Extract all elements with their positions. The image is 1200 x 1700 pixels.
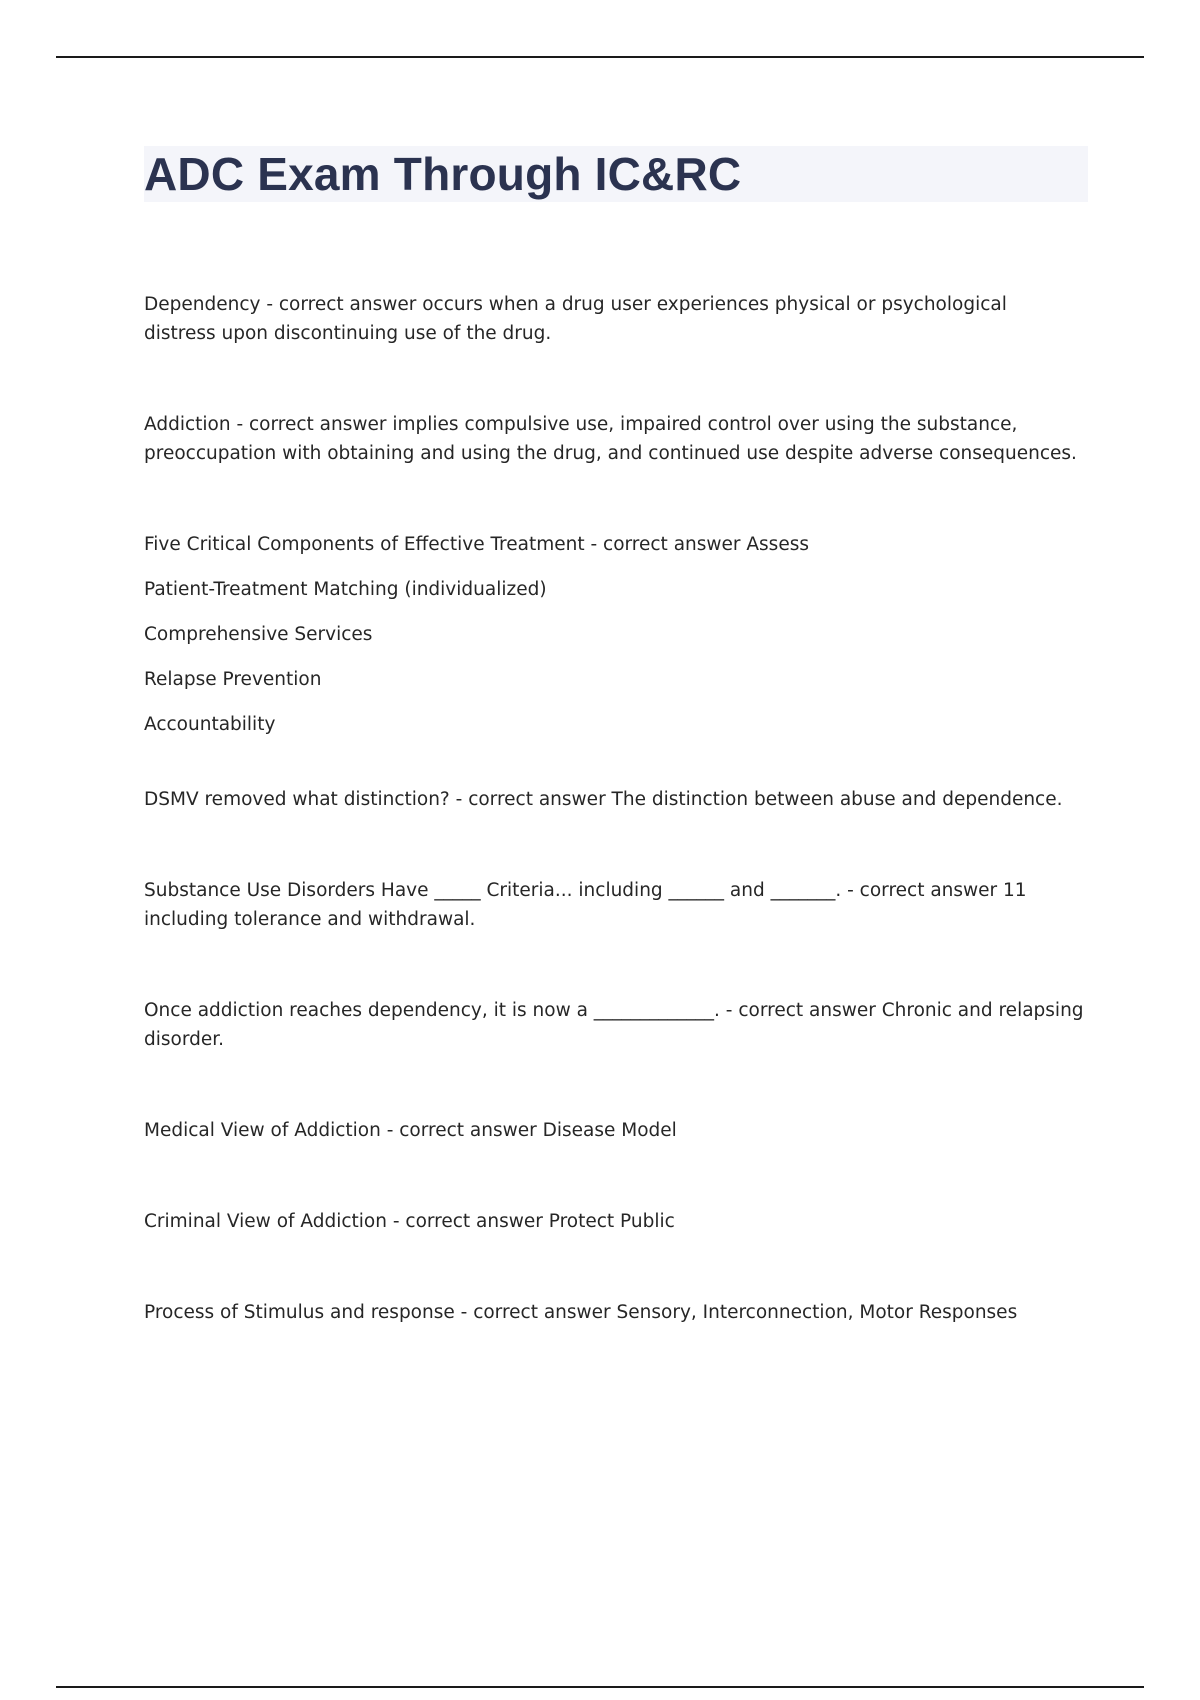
entry-line: Comprehensive Services xyxy=(144,624,373,645)
qa-entry-dsmv xyxy=(144,785,1084,814)
entry-line: Accountability xyxy=(144,714,276,735)
qa-entry-sud-criteria xyxy=(144,876,1084,934)
top-rule xyxy=(56,56,1144,58)
bottom-rule xyxy=(56,1686,1144,1688)
entry-text: Substance Use Disorders Have _____ Criteria... including ______ and _______. - correct answer 11 including tolerance and withdrawal. xyxy=(144,880,1027,930)
entry-text: Criminal View of Addiction - correct answer Protect Public xyxy=(144,1211,675,1232)
qa-entry-chronic xyxy=(144,996,1084,1054)
qa-entry-criminal-view xyxy=(144,1207,1084,1236)
entry-line: Relapse Prevention xyxy=(144,669,322,690)
entry-text: DSMV removed what distinction? - correct answer The distinction between abuse and dependence. xyxy=(144,789,1063,810)
qa-entry-dependency xyxy=(144,290,1084,348)
entry-line: Five Critical Components of Effective Treatment - correct answer Assess xyxy=(144,534,809,555)
document-body xyxy=(144,290,1084,1389)
entry-line: Patient-Treatment Matching (individualized) xyxy=(144,579,547,600)
qa-entry-stimulus-response xyxy=(144,1298,1084,1327)
entry-text: Dependency - correct answer occurs when a drug user experiences physical or psychological distress upon discontinuing use of the drug. xyxy=(144,294,1007,344)
document-title: ADC Exam Through IC&RC xyxy=(144,148,742,200)
entry-text: Process of Stimulus and response - correct answer Sensory, Interconnection, Motor Responses xyxy=(144,1302,1018,1323)
qa-entry-addiction xyxy=(144,410,1084,468)
entry-text: Addiction - correct answer implies compulsive use, impaired control over using the substance, preoccupation with obtaining and using the drug, and continued use despite adverse consequences. xyxy=(144,414,1077,464)
entry-text: Medical View of Addiction - correct answer Disease Model xyxy=(144,1120,677,1141)
qa-entry-treatment-components xyxy=(144,530,1084,739)
qa-entry-medical-view xyxy=(144,1116,1084,1145)
entry-text: Once addiction reaches dependency, it is now a _____________. - correct answer Chronic and relapsing disorder. xyxy=(144,1000,1084,1050)
